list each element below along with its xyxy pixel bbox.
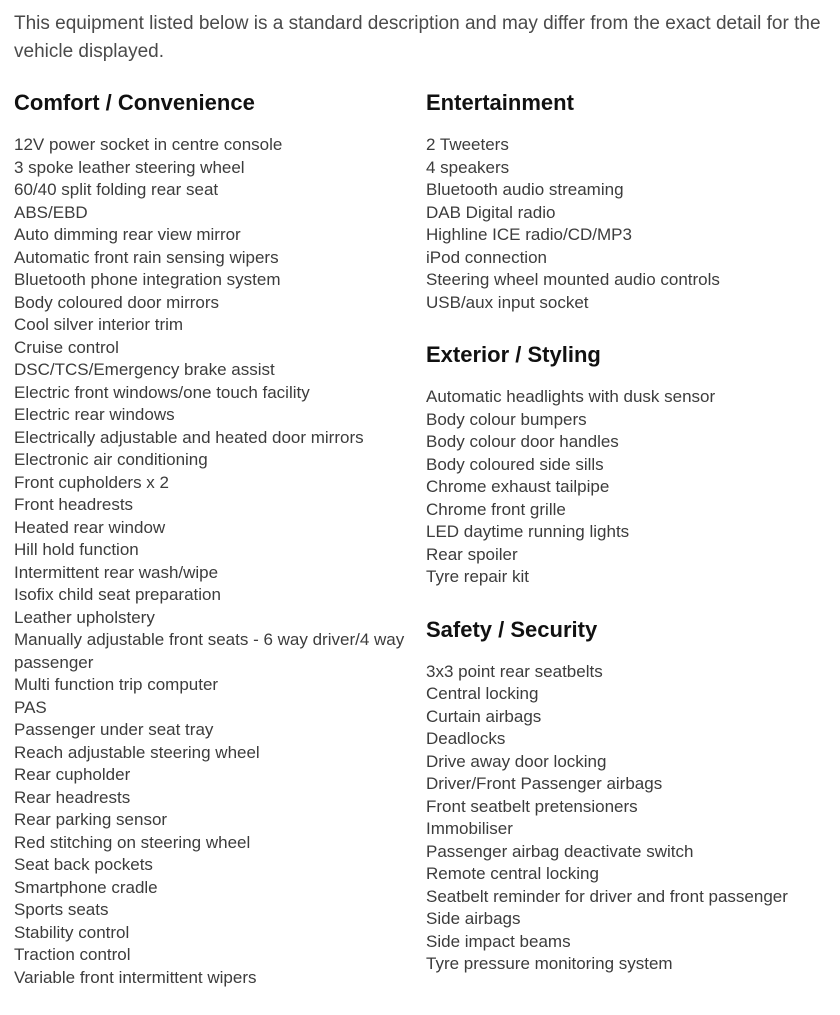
list-item: Highline ICE radio/CD/MP3 [426,225,632,244]
list-item: Hill hold function [14,540,139,559]
equipment-page [14,10,826,987]
list-item: Front seatbelt pretensioners [426,796,638,816]
list-item: Automatic front rain sensing wipers [14,247,279,267]
list-item: Cool silver interior trim [14,315,184,334]
list-item: Drive away door locking [426,751,607,771]
list-item: Variable front intermittent wipers [14,967,257,987]
list-item: Side airbags [426,909,521,928]
list-item: Leather upholstery [14,607,155,627]
left-column [14,88,414,989]
list-item: Body colour door handles [426,432,619,451]
list-item: Deadlocks [426,729,506,748]
list-item: Intermittent rear wash/wipe [14,562,219,582]
list-item: Isofix child seat preparation [14,585,221,604]
list-item: Electric front windows/one touch facility [14,382,310,402]
list-item: USB/aux input socket [426,292,589,312]
right-column [426,88,826,976]
list-item: Body coloured side sills [426,454,604,474]
list-item: Driver/Front Passenger airbags [426,774,663,793]
list-item: Cruise control [14,337,119,357]
list-item: 3x3 point rear seatbelts [426,661,603,681]
list-item: Passenger under seat tray [14,720,214,739]
list-item: Front cupholders x 2 [14,472,169,492]
list-item: Body colour bumpers [426,409,587,429]
list-safety [426,661,826,976]
list-item: Curtain airbags [426,706,542,726]
list-item: Electric rear windows [14,405,175,424]
list-item: Rear headrests [14,787,131,807]
list-item: 60/40 split folding rear seat [14,180,219,199]
list-item: Chrome exhaust tailpipe [426,477,610,496]
list-item: 2 Tweeters [426,135,509,154]
list-item: Multi function trip computer [14,675,219,694]
list-item: 4 speakers [426,157,510,177]
equipment-disclaimer: This equipment listed below is a standard description and may differ from the exact detail for the vehicle displayed. [14,13,821,62]
section-title-comfort: Comfort / Convenience [14,90,255,115]
list-item: Rear cupholder [14,765,131,784]
list-item: Chrome front grille [426,499,566,519]
list-item: Stability control [14,922,130,942]
section-comfort-convenience [14,88,414,989]
list-item: Rear parking sensor [14,810,168,829]
list-item: Immobiliser [426,819,513,838]
list-item: Heated rear window [14,517,166,537]
list-item: Bluetooth audio streaming [426,180,624,199]
list-item: iPod connection [426,247,547,267]
section-title-exterior: Exterior / Styling [426,342,601,367]
list-item: Electronic air conditioning [14,450,208,469]
list-item: Central locking [426,684,539,703]
list-exterior [426,386,826,589]
list-item: Bluetooth phone integration system [14,270,281,289]
section-title-safety: Safety / Security [426,616,598,642]
section-title-entertainment: Entertainment [426,90,574,115]
list-item: Passenger airbag deactivate switch [426,841,694,861]
list-item: Auto dimming rear view mirror [14,225,241,244]
list-item: Steering wheel mounted audio controls [426,270,720,289]
list-item: Automatic headlights with dusk sensor [426,387,716,406]
list-item: Manually adjustable front seats - 6 way driver/4 way passenger [14,630,405,672]
list-item: DAB Digital radio [426,202,556,222]
list-item: Tyre repair kit [426,567,529,586]
list-item: Remote central locking [426,864,599,883]
list-item: Reach adjustable steering wheel [14,742,260,762]
list-item: PAS [14,697,47,717]
list-item: Traction control [14,945,131,964]
list-item: Smartphone cradle [14,877,158,897]
list-item: Tyre pressure monitoring system [426,954,673,973]
section-safety-security [426,615,826,976]
list-item: Seatbelt reminder for driver and front passenger [426,886,788,906]
list-item: Sports seats [14,900,109,919]
list-comfort [14,134,414,989]
section-entertainment [426,88,826,314]
list-entertainment [426,134,826,314]
list-item: ABS/EBD [14,202,88,222]
list-item: Red stitching on steering wheel [14,832,251,852]
list-item: 3 spoke leather steering wheel [14,157,245,177]
list-item: 12V power socket in centre console [14,135,283,154]
list-item: Side impact beams [426,931,571,951]
list-item: LED daytime running lights [426,522,630,541]
list-item: Electrically adjustable and heated door mirrors [14,427,364,447]
list-item: DSC/TCS/Emergency brake assist [14,360,275,379]
section-exterior-styling [426,340,826,589]
list-item: Seat back pockets [14,855,153,874]
list-item: Rear spoiler [426,544,518,564]
list-item: Front headrests [14,495,134,514]
list-item: Body coloured door mirrors [14,292,220,312]
